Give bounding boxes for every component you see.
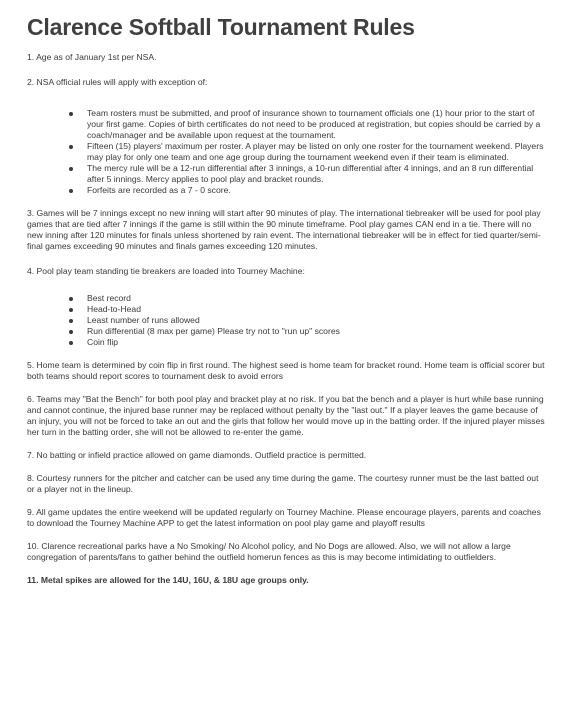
rule-2-exceptions-list [27,108,547,196]
rule-7: 7. No batting or infield practice allowed on game diamonds. Outfield practice is permitted. [27,450,367,460]
list-item: Team rosters must be submitted, and proof of insurance shown to tournament officials one (1) hour prior to the start of your first game. Copies of birth certificates do not need to be produced at registration, but copies should be carried by a coach/manager and be available upon request at the tournament. [27,108,547,141]
list-item: Run differential (8 max per game) Please try not to "run up" scores [27,326,547,337]
page-title: Clarence Softball Tournament Rules [27,14,415,40]
rule-1: 1. Age as of January 1st per NSA. [27,52,157,62]
list-item: Fifteen (15) players' maximum per roster. A player may be listed on only one roster for the tournament weekend. Players may play for only one team and one age group during the tournament weekend even if their team is eliminated. [27,141,547,163]
rule-11: 11. Metal spikes are allowed for the 14U, 16U, & 18U age groups only. [27,575,309,585]
list-item: Head-to-Head [27,304,547,315]
rule-4: 4. Pool play team standing tie breakers are loaded into Tourney Machine: [27,266,305,276]
list-item: Least number of runs allowed [27,315,547,326]
rule-8: 8. Courtesy runners for the pitcher and catcher can be used any time during the game. The courtesy runner must be the last batted out or a player not in the lineup. [27,473,539,494]
tie-breakers-list [27,293,547,348]
rules-document [27,0,547,586]
list-item: The mercy rule will be a 12-run differential after 3 innings, a 10-run differential after 4 innings, and an 8 run differential after 5 innings. Mercy applies to pool play and bracket rounds. [27,163,547,185]
rule-5: 5. Home team is determined by coin flip in first round. The highest seed is home team for bracket round. Home team is official scorer but both teams should report scores to tournament desk to avoid errors [27,360,545,381]
rule-9: 9. All game updates the entire weekend will be updated regularly on Tourney Machine. Please encourage players, parents and coaches to download the Tourney Machine APP to get the latest information on pool play game and playoff results [27,507,541,528]
list-item: Coin flip [27,337,547,348]
rule-10: 10. Clarence recreational parks have a No Smoking/ No Alcohol policy, and No Dogs are allowed. Also, we will not allow a large congregation of parents/fans to gather behind the outfield homerun fences as this is may become intimidating to outfielders. [27,541,511,562]
rule-2: 2. NSA official rules will apply with exception of: [27,77,208,87]
list-item: Forfeits are recorded as a 7 - 0 score. [27,185,547,196]
rule-3: 3. Games will be 7 innings except no new inning will start after 90 minutes of play. The international tiebreaker will be used for pool play games that are tied after 7 innings if the game is still within the 90 minute timeframe. Pool play games CAN end in a tie. There will no new inning after 120 minutes for finals unless shortened by rain event. The international tiebreaker will be in effect for tied quarter/semi-final games exceeding 90 minutes and finals games exceeding 120 minutes. [27,208,541,251]
list-item: Best record [27,293,547,304]
rule-6: 6. Teams may "Bat the Bench" for both pool play and bracket play at no risk. If you bat the bench and a player is hurt while base running and cannot continue, the injured base runner may be replaced without penalty by the "last out." If a player leaves the game because of an injury, you will not be forced to take an out and the girls that follow her would move up in the batting order. If the injured player misses her turn in the batting order, she will not be allowed to re-enter the game. [27,394,545,437]
